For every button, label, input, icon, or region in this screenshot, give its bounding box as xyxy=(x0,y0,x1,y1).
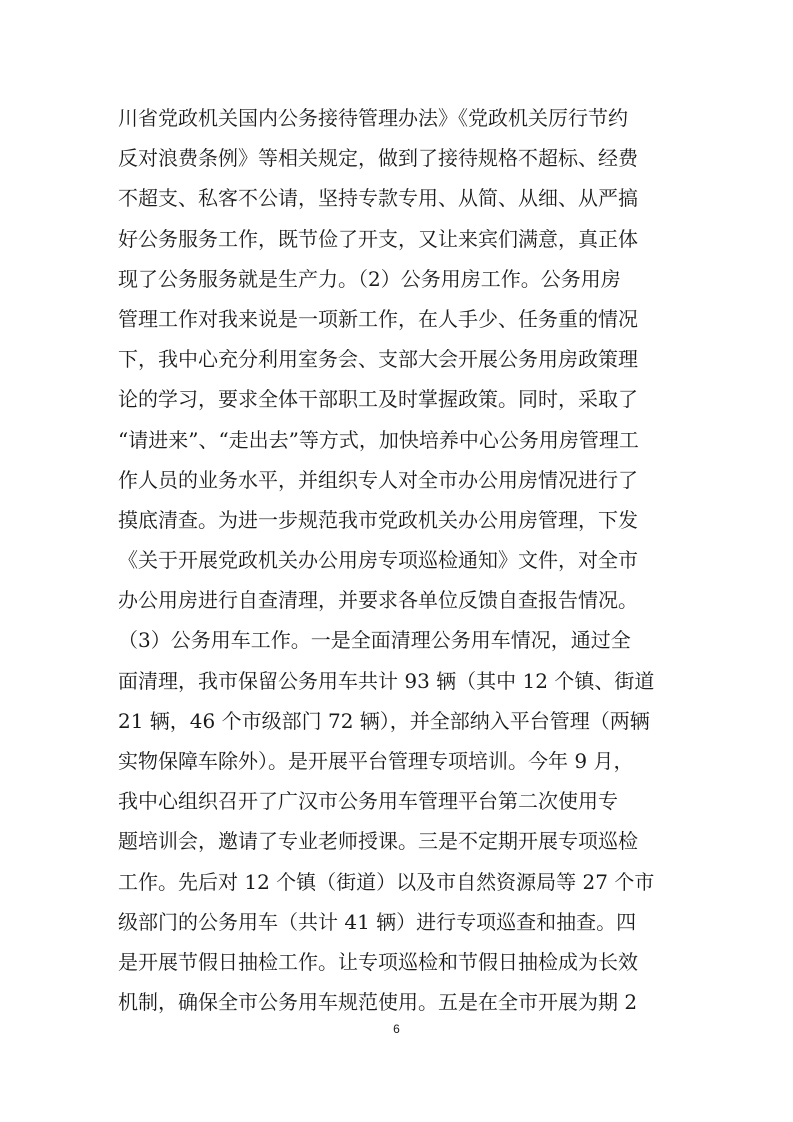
text-line: 好公务服务工作，既节俭了开支，又让来宾们满意，真正体 xyxy=(118,226,638,251)
text-line: 不超支、私客不公请，坚持专款专用、从简、从细、从严搞 xyxy=(118,186,638,211)
text-line: “请进来”、“走出去”等方式，加快培养中心公务用房管理工 xyxy=(118,427,639,452)
text-line: 面清理，我市保留公务用车共计 93 辆（其中 12 个镇、街道 xyxy=(118,668,655,693)
text-line: 摸底清查。为进一步规范我市党政机关办公用房管理，下发 xyxy=(118,507,638,532)
text-line: 反对浪费条例》等相关规定，做到了接待规格不超标、经费 xyxy=(118,146,638,171)
text-line: 机制，确保全市公务用车规范使用。五是在全市开展为期 2 xyxy=(118,990,638,1015)
body-text xyxy=(118,98,688,1022)
page-number: 6 xyxy=(393,1022,400,1036)
text-line: 实物保障车除外）。是开展平台管理专项培训。今年 9 月， xyxy=(118,749,634,773)
text-line: 川省党政机关国内公务接待管理办法》《党政机关厉行节约 xyxy=(118,106,628,130)
text-line: 办公用房进行自查清理，并要求各单位反馈自查报告情况。 xyxy=(118,588,638,613)
text-line: 21 辆，46 个市级部门 72 辆），并全部纳入平台管理（两辆 xyxy=(118,708,650,733)
text-line: 是开展节假日抽检工作。让专项巡检和节假日抽检成为长效 xyxy=(118,949,638,974)
text-line: （3）公务用车工作。一是全面清理公务用车情况，通过全 xyxy=(118,628,631,653)
text-line: 管理工作对我来说是一项新工作，在人手少、任务重的情况 xyxy=(118,306,638,331)
text-line: 我中心组织召开了广汉市公务用车管理平台第二次使用专 xyxy=(118,789,618,814)
text-line: 论的学习，要求全体干部职工及时掌握政策。同时，采取了 xyxy=(118,387,638,412)
text-line: 现了公务服务就是生产力。（2）公务用房工作。公务用房 xyxy=(118,266,621,291)
text-line: 《关于开展党政机关办公用房专项巡检通知》文件，对全市 xyxy=(118,548,638,573)
text-line: 工作。先后对 12 个镇（街道）以及市自然资源局等 27 个市 xyxy=(118,869,655,894)
text-line: 题培训会，邀请了专业老师授课。三是不定期开展专项巡检 xyxy=(118,829,638,854)
text-line: 级部门的公务用车（共计 41 辆）进行专项巡查和抽查。四 xyxy=(118,909,637,934)
text-line: 下，我中心充分利用室务会、支部大会开展公务用房政策理 xyxy=(118,347,638,372)
text-line: 作人员的业务水平，并组织专人对全市办公用房情况进行了 xyxy=(118,467,638,492)
